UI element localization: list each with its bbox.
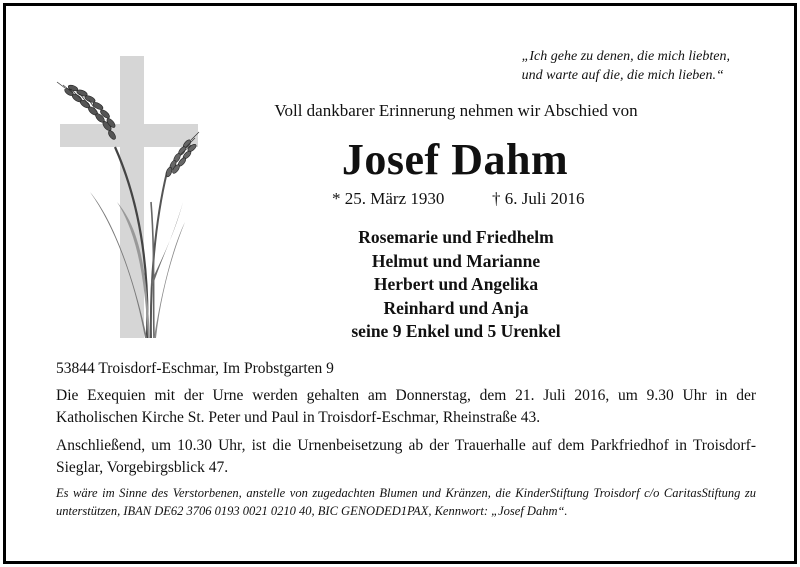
urn-burial-paragraph: Anschließend, um 10.30 Uhr, ist die Urnenbeisetzung ab der Trauerhalle auf dem Parkfriedhof in Troisdorf-Sieglar, Vorgebirgsblick 47. <box>56 437 756 476</box>
mourner-line: Herbert und Angelika <box>373 274 539 294</box>
address: 53844 Troisdorf-Eschmar, Im Probstgarten 9 <box>56 360 334 377</box>
mourner-line: Reinhard und Anja <box>383 297 529 318</box>
mourner-line: Rosemarie und Friedhelm <box>358 227 554 247</box>
donation-note: Es wäre im Sinne des Verstorbenen, anstelle von zugedachten Blumen und Kränzen, die KinderStiftung Troisdorf c/o CaritasStiftung zu unterstützen, IBAN DE62 3706 0193 0021 0210 40, BIC GENODED1PAX, Kennwort: „Josef Dahm“. <box>56 486 756 518</box>
funeral-service-paragraph: Die Exequien mit der Urne werden gehalten am Donnerstag, dem 21. Juli 2016, um 9.30 Uhr in der Katholischen Kirche St. Peter und Paul in Troisdorf-Eschmar, Rheinstraße 43. <box>56 387 756 426</box>
quote-line-2: und warte auf die, die mich lieben.“ <box>521 68 724 83</box>
quote-line-1: „Ich gehe zu denen, die mich liebten, <box>521 49 730 64</box>
quote <box>522 47 730 85</box>
birth-date: * 25. März 1930 <box>332 189 445 208</box>
mourners-list <box>0 226 800 344</box>
intro-text: Voll dankbarer Erinnerung nehmen wir Abschied von <box>274 101 638 120</box>
mourner-line: Helmut und Marianne <box>371 250 541 271</box>
mourner-line: seine 9 Enkel und 5 Urenkel <box>351 321 561 341</box>
death-date: † 6. Juli 2016 <box>492 189 585 208</box>
deceased-name: Josef Dahm <box>341 135 569 184</box>
